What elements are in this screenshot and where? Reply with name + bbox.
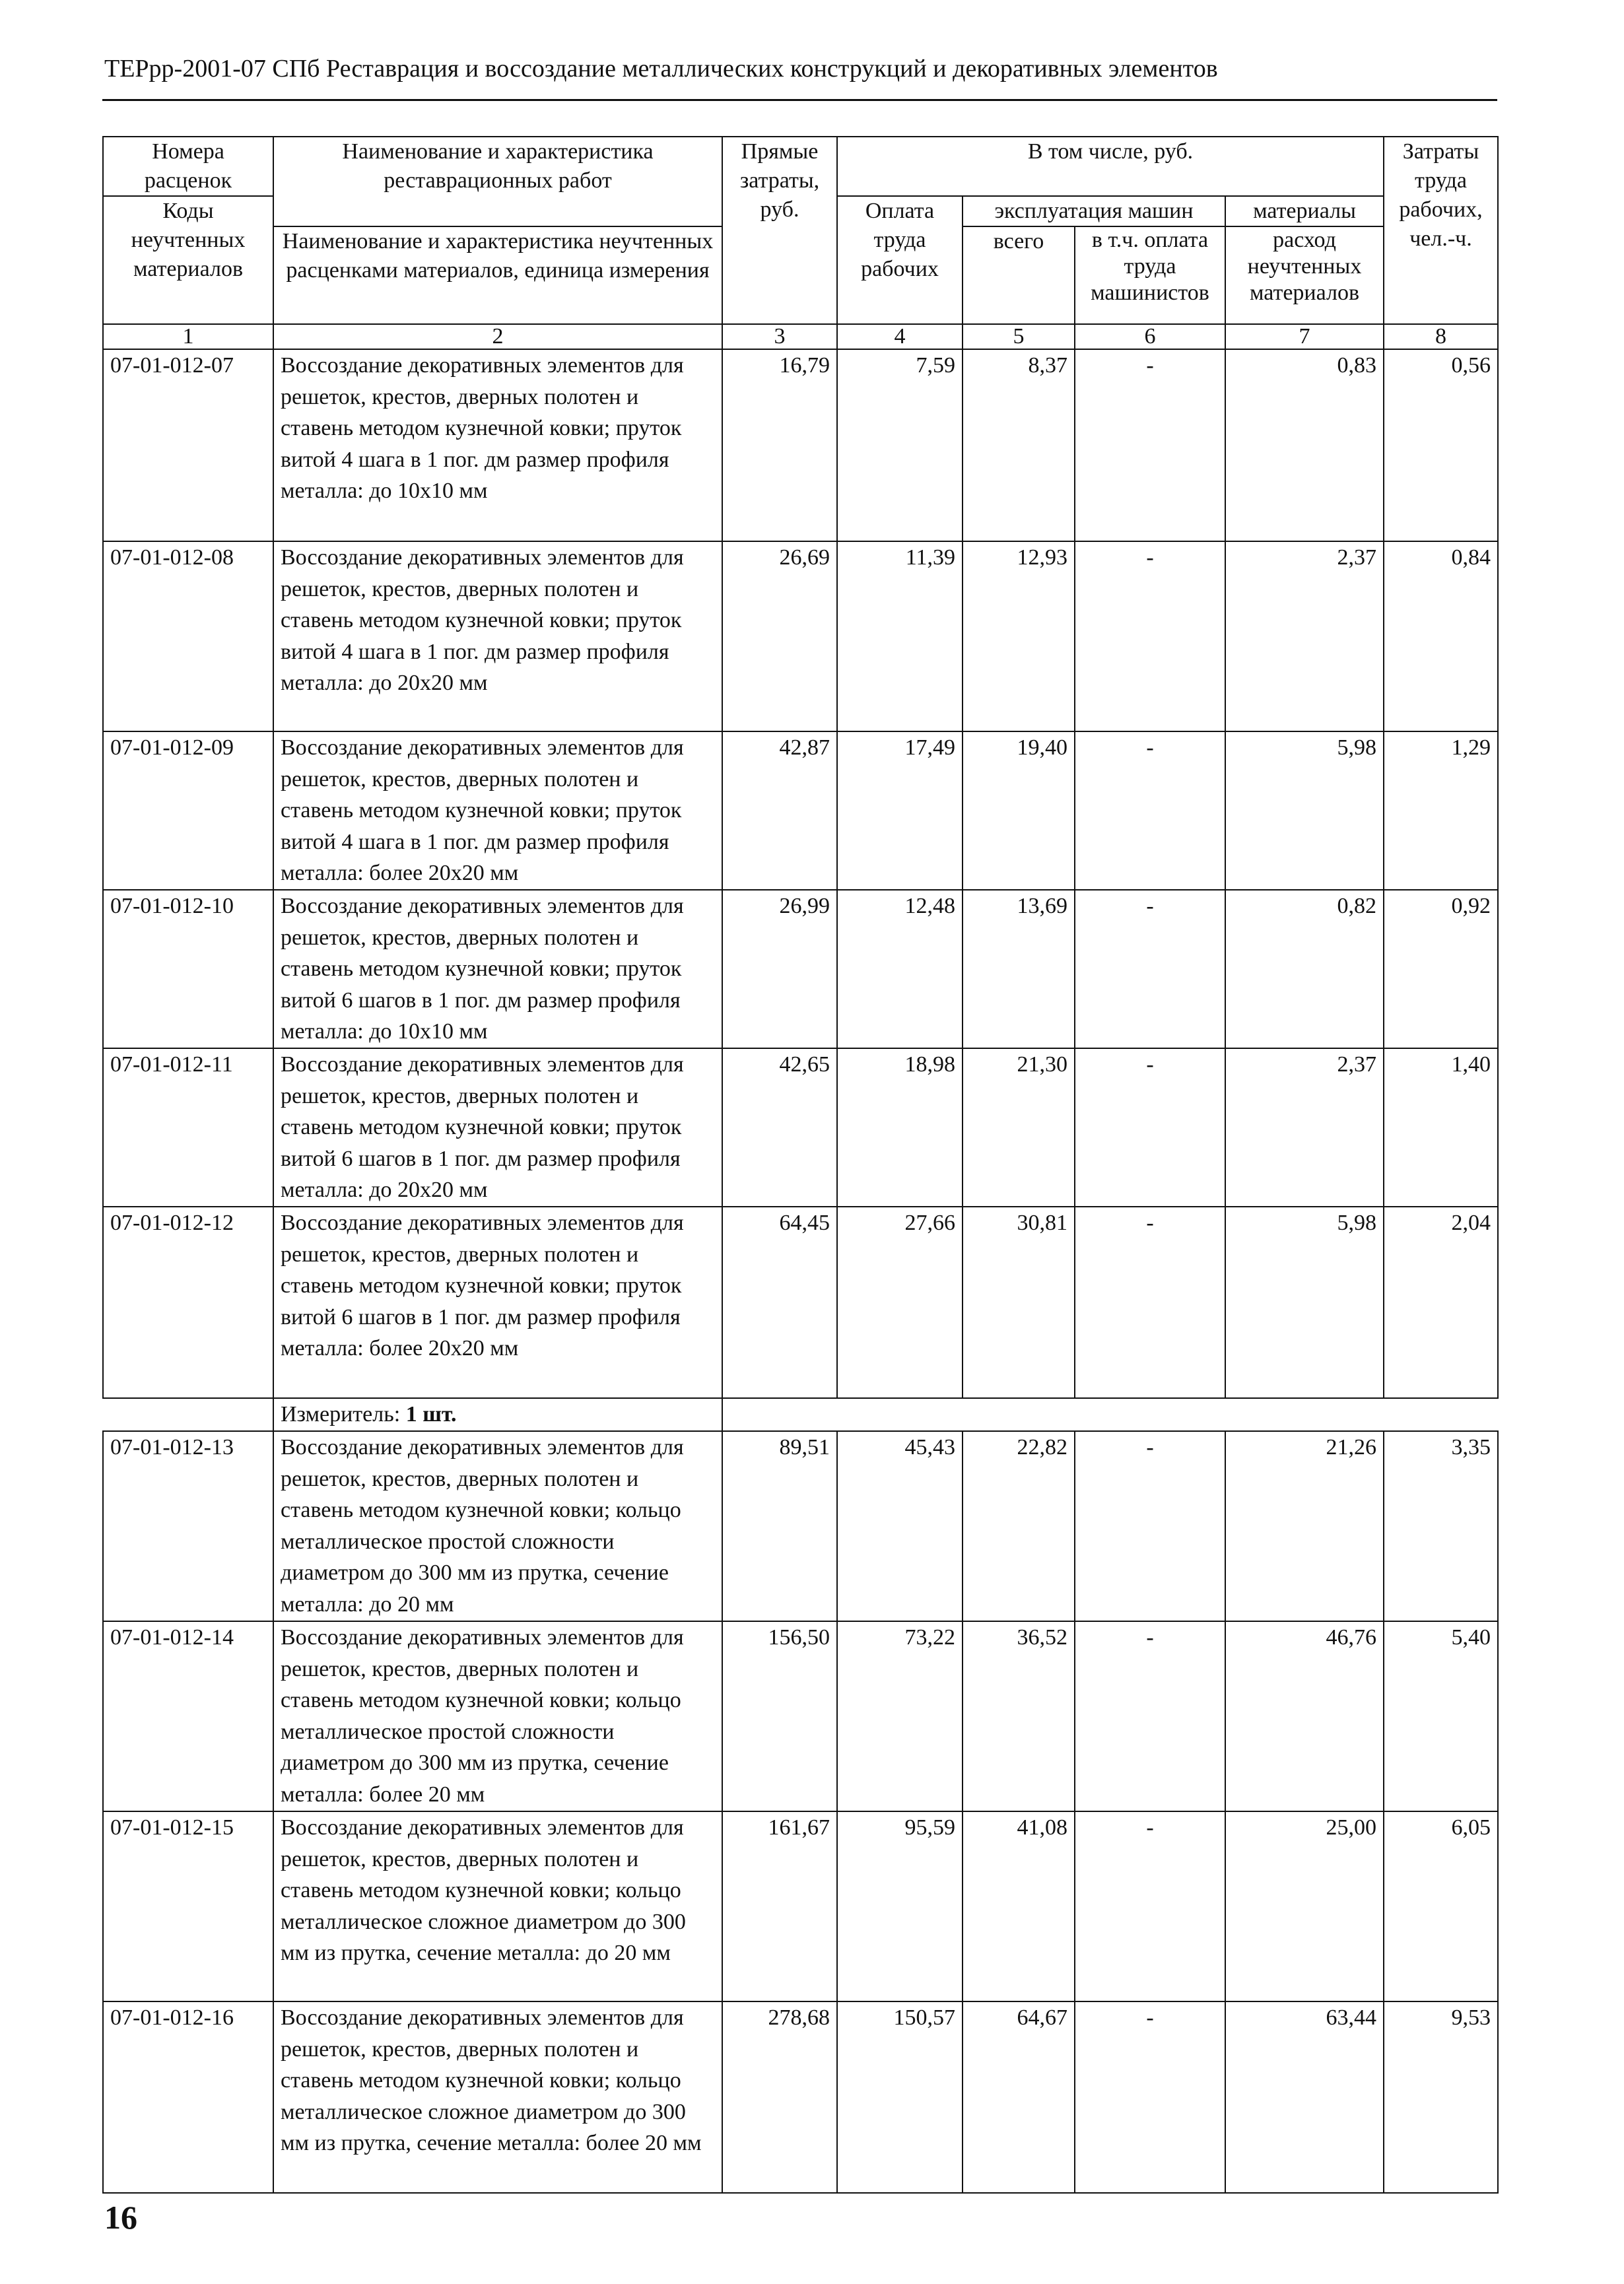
- row-code: 07-01-012-09: [103, 731, 273, 890]
- page-header: ТЕРрр-2001-07 СПб Реставрация и воссоздание металлических конструкций и декоративных элементов: [104, 55, 1218, 83]
- row-machines-labor: -: [1075, 1048, 1225, 1207]
- table-row: [103, 731, 1498, 890]
- measurer-row: [103, 1398, 1498, 1431]
- header-labor-pay: Оплата труда рабочих: [837, 196, 963, 324]
- row-machines-labor: -: [1075, 541, 1225, 731]
- column-number: 3: [722, 324, 837, 349]
- row-materials: 5,98: [1225, 1207, 1384, 1398]
- row-code: 07-01-012-12: [103, 1207, 273, 1398]
- table-row: [103, 2001, 1498, 2193]
- row-description: Воссоздание декоративных элементов для решеток, крестов, дверных полотен и ставень методом кузнечной ковки; пруток витой 6 шагов в 1 пог. дм размер профиля металла: до 10х10 мм: [273, 890, 722, 1048]
- table-row: [103, 1811, 1498, 2001]
- measurer-cell: [273, 1398, 722, 1431]
- column-number: 4: [837, 324, 963, 349]
- measurer-value: 1 шт.: [405, 1402, 457, 1427]
- row-machines-labor: -: [1075, 2001, 1225, 2193]
- row-materials: 63,44: [1225, 2001, 1384, 2193]
- row-materials: 2,37: [1225, 541, 1384, 731]
- row-description: Воссоздание декоративных элементов для решеток, крестов, дверных полотен и ставень методом кузнечной ковки; пруток витой 6 шагов в 1 пог. дм размер профиля металла: более 20х20 мм: [273, 1207, 722, 1398]
- row-materials: 46,76: [1225, 1621, 1384, 1811]
- table-row: [103, 890, 1498, 1048]
- row-materials: 0,83: [1225, 349, 1384, 541]
- row-description: Воссоздание декоративных элементов для решеток, крестов, дверных полотен и ставень методом кузнечной ковки; пруток витой 4 шага в 1 пог. дм размер профиля металла: до 20х20 мм: [273, 541, 722, 731]
- row-machines-labor: -: [1075, 731, 1225, 890]
- row-code: 07-01-012-15: [103, 1811, 273, 2001]
- column-number: 2: [273, 324, 722, 349]
- row-labor-pay: 17,49: [837, 731, 963, 890]
- row-labor-pay: 12,48: [837, 890, 963, 1048]
- row-direct-costs: 26,69: [722, 541, 837, 731]
- row-machines-total: 30,81: [963, 1207, 1075, 1398]
- row-labor-pay: 7,59: [837, 349, 963, 541]
- header-name-bottom: Наименование и характеристика неучтенных расценками материалов, единица измерения: [273, 226, 722, 324]
- row-direct-costs: 42,87: [722, 731, 837, 890]
- row-labor-pay: 73,22: [837, 1621, 963, 1811]
- row-machines-total: 13,69: [963, 890, 1075, 1048]
- column-number: 7: [1225, 324, 1384, 349]
- column-numbers-row: [103, 324, 1498, 349]
- row-labor-hours: 0,56: [1384, 349, 1498, 541]
- row-machines-total: 21,30: [963, 1048, 1075, 1207]
- table-row: [103, 1048, 1498, 1207]
- row-description: Воссоздание декоративных элементов для решеток, крестов, дверных полотен и ставень методом кузнечной ковки; пруток витой 4 шага в 1 пог. дм размер профиля металла: более 20х20 мм: [273, 731, 722, 890]
- row-code: 07-01-012-10: [103, 890, 273, 1048]
- row-machines-total: 41,08: [963, 1811, 1075, 2001]
- row-machines-labor: -: [1075, 349, 1225, 541]
- row-labor-pay: 27,66: [837, 1207, 963, 1398]
- row-materials: 0,82: [1225, 890, 1384, 1048]
- row-labor-hours: 0,84: [1384, 541, 1498, 731]
- header-direct-costs: Прямые затраты, руб.: [722, 137, 837, 324]
- row-labor-pay: 11,39: [837, 541, 963, 731]
- page-number: 16: [104, 2199, 137, 2236]
- row-machines-total: 8,37: [963, 349, 1075, 541]
- row-code: 07-01-012-11: [103, 1048, 273, 1207]
- column-number: 6: [1075, 324, 1225, 349]
- row-machines-total: 22,82: [963, 1431, 1075, 1621]
- row-labor-hours: 1,29: [1384, 731, 1498, 890]
- row-description: Воссоздание декоративных элементов для решеток, крестов, дверных полотен и ставень методом кузнечной ковки; пруток витой 4 шага в 1 пог. дм размер профиля металла: до 10х10 мм: [273, 349, 722, 541]
- row-materials: 2,37: [1225, 1048, 1384, 1207]
- header-code-bottom: Коды неучтенных материалов: [103, 196, 273, 324]
- header-code-top: Номера расценок: [103, 137, 273, 196]
- row-labor-hours: 9,53: [1384, 2001, 1498, 2193]
- table-row: [103, 1207, 1498, 1398]
- measurer-spacer: [103, 1398, 273, 1431]
- row-direct-costs: 26,99: [722, 890, 837, 1048]
- row-labor-hours: 3,35: [1384, 1431, 1498, 1621]
- row-machines-labor: -: [1075, 1621, 1225, 1811]
- header-machines: эксплуатация машин: [963, 196, 1225, 226]
- row-direct-costs: 42,65: [722, 1048, 837, 1207]
- row-code: 07-01-012-08: [103, 541, 273, 731]
- row-labor-hours: 1,40: [1384, 1048, 1498, 1207]
- row-direct-costs: 161,67: [722, 1811, 837, 2001]
- row-labor-pay: 18,98: [837, 1048, 963, 1207]
- row-direct-costs: 16,79: [722, 349, 837, 541]
- header-materials: материалы: [1225, 196, 1384, 226]
- header-labor-costs: Затраты труда рабочих, чел.-ч.: [1384, 137, 1498, 324]
- header-machines-total: всего: [963, 226, 1075, 324]
- row-labor-hours: 0,92: [1384, 890, 1498, 1048]
- row-code: 07-01-012-14: [103, 1621, 273, 1811]
- row-machines-total: 36,52: [963, 1621, 1075, 1811]
- row-direct-costs: 156,50: [722, 1621, 837, 1811]
- row-code: 07-01-012-16: [103, 2001, 273, 2193]
- table-row: [103, 1621, 1498, 1811]
- row-machines-total: 19,40: [963, 731, 1075, 890]
- row-labor-hours: 2,04: [1384, 1207, 1498, 1398]
- header-machines-labor: в т.ч. оплата труда машинистов: [1075, 226, 1225, 324]
- row-machines-labor: -: [1075, 1207, 1225, 1398]
- row-description: Воссоздание декоративных элементов для решеток, крестов, дверных полотен и ставень методом кузнечной ковки; кольцо металлическое простой сложности диаметром до 300 мм из прутка, сечение металла: до 20 мм: [273, 1431, 722, 1621]
- rates-table: [102, 136, 1499, 2194]
- row-description: Воссоздание декоративных элементов для решеток, крестов, дверных полотен и ставень методом кузнечной ковки; кольцо металлическое простой сложности диаметром до 300 мм из прутка, сечение металла: более 20 мм: [273, 1621, 722, 1811]
- row-labor-pay: 95,59: [837, 1811, 963, 2001]
- header-name-top: Наименование и характеристика реставрационных работ: [273, 137, 722, 226]
- header-materials-unaccounted: расход неучтенных материалов: [1225, 226, 1384, 324]
- row-description: Воссоздание декоративных элементов для решеток, крестов, дверных полотен и ставень методом кузнечной ковки; кольцо металлическое сложное диаметром до 300 мм из прутка, сечение металла: более 20 мм: [273, 2001, 722, 2193]
- row-machines-labor: -: [1075, 1431, 1225, 1621]
- row-description: Воссоздание декоративных элементов для решеток, крестов, дверных полотен и ставень методом кузнечной ковки; кольцо металлическое сложное диаметром до 300 мм из прутка, сечение металла: до 20 мм: [273, 1811, 722, 2001]
- table-row: [103, 541, 1498, 731]
- header-including: В том числе, руб.: [837, 137, 1384, 196]
- row-machines-total: 64,67: [963, 2001, 1075, 2193]
- row-direct-costs: 89,51: [722, 1431, 837, 1621]
- row-direct-costs: 278,68: [722, 2001, 837, 2193]
- header-rule: [102, 99, 1497, 101]
- row-labor-hours: 6,05: [1384, 1811, 1498, 2001]
- column-number: 8: [1384, 324, 1498, 349]
- column-number: 1: [103, 324, 273, 349]
- row-labor-pay: 45,43: [837, 1431, 963, 1621]
- row-code: 07-01-012-13: [103, 1431, 273, 1621]
- row-direct-costs: 64,45: [722, 1207, 837, 1398]
- row-materials: 5,98: [1225, 731, 1384, 890]
- row-labor-hours: 5,40: [1384, 1621, 1498, 1811]
- table-row: [103, 1431, 1498, 1621]
- row-machines-labor: -: [1075, 890, 1225, 1048]
- column-number: 5: [963, 324, 1075, 349]
- table-row: [103, 349, 1498, 541]
- row-description: Воссоздание декоративных элементов для решеток, крестов, дверных полотен и ставень методом кузнечной ковки; пруток витой 6 шагов в 1 пог. дм размер профиля металла: до 20х20 мм: [273, 1048, 722, 1207]
- row-materials: 25,00: [1225, 1811, 1384, 2001]
- measurer-label: Измеритель:: [281, 1402, 401, 1427]
- measurer-spacer: [722, 1398, 1498, 1431]
- row-materials: 21,26: [1225, 1431, 1384, 1621]
- row-machines-labor: -: [1075, 1811, 1225, 2001]
- row-labor-pay: 150,57: [837, 2001, 963, 2193]
- row-machines-total: 12,93: [963, 541, 1075, 731]
- row-code: 07-01-012-07: [103, 349, 273, 541]
